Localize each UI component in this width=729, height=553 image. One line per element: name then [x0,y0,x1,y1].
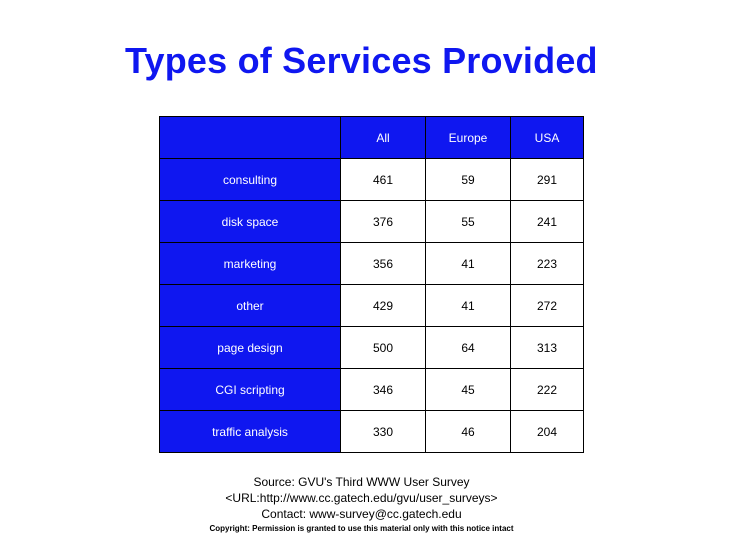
cell-all: 429 [341,285,426,327]
cell-europe: 41 [426,285,511,327]
contact-text: Contact: www-survey@cc.gatech.edu [261,507,462,521]
copyright-text: Copyright: Permission is granted to use this material only with this notice intact [209,524,514,533]
header-corner-cell [160,117,341,159]
table-row [160,369,584,411]
cell-europe: 46 [426,411,511,453]
row-label: CGI scripting [160,369,341,411]
row-label: marketing [160,243,341,285]
table-row [160,201,584,243]
table-row [160,159,584,201]
row-label: disk space [160,201,341,243]
services-table [159,116,584,453]
cell-usa: 222 [511,369,584,411]
table-header-row [160,117,584,159]
cell-all: 461 [341,159,426,201]
cell-usa: 241 [511,201,584,243]
survey-url: <URL:http://www.cc.gatech.edu/gvu/user_surveys> [225,491,498,505]
cell-usa: 291 [511,159,584,201]
cell-all: 356 [341,243,426,285]
table-row [160,285,584,327]
cell-europe: 45 [426,369,511,411]
row-label: other [160,285,341,327]
cell-europe: 64 [426,327,511,369]
cell-europe: 41 [426,243,511,285]
table-row [160,327,584,369]
row-label: consulting [160,159,341,201]
row-label: traffic analysis [160,411,341,453]
cell-europe: 55 [426,201,511,243]
header-all: All [341,117,426,159]
cell-all: 346 [341,369,426,411]
cell-usa: 313 [511,327,584,369]
cell-europe: 59 [426,159,511,201]
cell-usa: 204 [511,411,584,453]
header-europe: Europe [426,117,511,159]
row-label: page design [160,327,341,369]
cell-all: 376 [341,201,426,243]
source-text: Source: GVU's Third WWW User Survey [253,475,470,489]
cell-all: 330 [341,411,426,453]
table-row [160,411,584,453]
cell-usa: 272 [511,285,584,327]
cell-all: 500 [341,327,426,369]
cell-usa: 223 [511,243,584,285]
page-title: Types of Services Provided [125,40,598,81]
table-row [160,243,584,285]
header-usa: USA [511,117,584,159]
